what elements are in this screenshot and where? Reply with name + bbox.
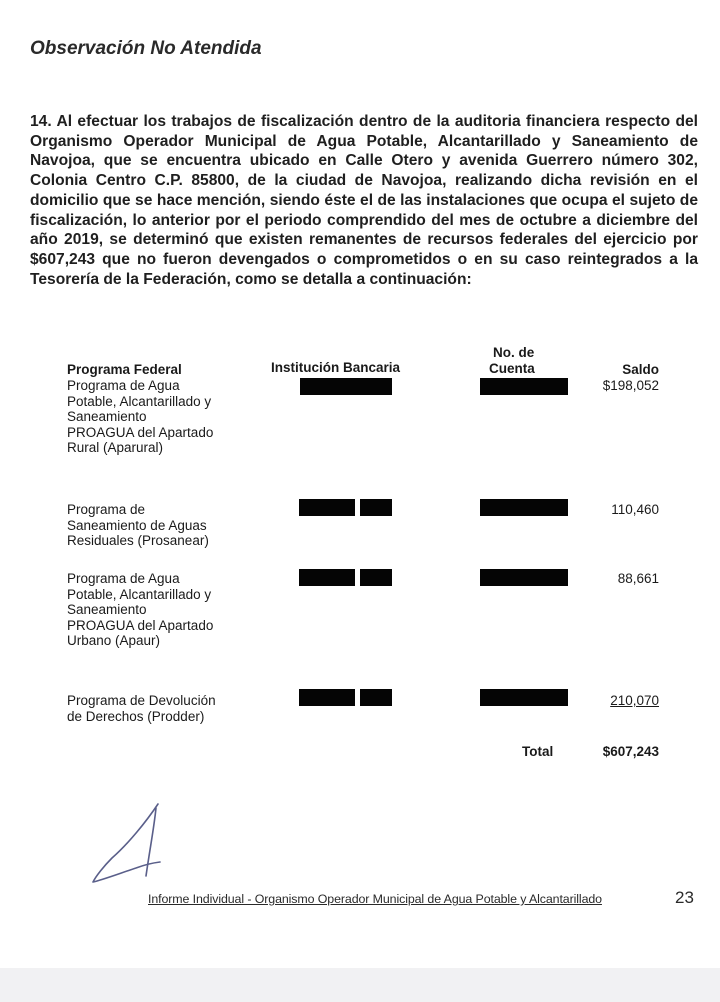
redacted-account-number (480, 569, 568, 586)
redacted-account-number (480, 499, 568, 516)
redacted-account-number (480, 689, 568, 706)
table-row-saldo: 110,460 (611, 502, 659, 517)
table-row-saldo: $198,052 (602, 378, 659, 393)
signature-icon (88, 800, 168, 886)
redacted-bank-institution (360, 499, 392, 516)
redacted-bank-institution (299, 569, 355, 586)
header-saldo: Saldo (622, 362, 659, 377)
header-institucion-bancaria: Institución Bancaria (271, 360, 401, 375)
redacted-bank-institution (360, 569, 392, 586)
header-cuenta: Cuenta (489, 361, 535, 376)
section-heading: Observación No Atendida (30, 38, 262, 59)
table-row-saldo: 210,070 (610, 693, 659, 708)
table-row-programa: Programa de Agua Potable, Alcantarillado y Saneamiento PROAGUA del Apartado Urbano (Apaur) (67, 571, 214, 649)
header-programa-federal: Programa Federal (67, 362, 182, 377)
redacted-bank-institution (299, 499, 355, 516)
table-row-saldo: 88,661 (617, 571, 659, 586)
header-no-de: No. de (493, 345, 535, 360)
footer-report-title: Informe Individual - Organismo Operador Municipal de Agua Potable y Alcantarillado (148, 892, 602, 906)
redacted-bank-institution (360, 689, 392, 706)
viewer-bottom-strip (0, 968, 720, 1002)
table-row-programa: Programa de Devolución de Derechos (Prodder) (67, 693, 216, 724)
redacted-bank-institution (299, 689, 355, 706)
redacted-bank-institution (300, 378, 392, 395)
total-value: $607,243 (602, 744, 659, 759)
total-label: Total (522, 744, 554, 759)
page-number: 23 (675, 888, 694, 907)
redacted-account-number (480, 378, 568, 395)
observation-paragraph: 14. Al efectuar los trabajos de fiscalización dentro de la auditoria financiera respecto del Organismo Operador Municipal de Agua Potable, Alcantarillado y Saneamiento de Navojoa, que se encuentra ubicado en Calle Otero y avenida Guerrero número 302, Colonia Centro C.P. 85800, de la ciudad de Navojoa, realizando dicha revisión en el domicilio que se hace mención, siendo éste el de las instalaciones que ocupa el sujeto de fiscalización, lo anterior por el periodo comprendido del mes de octubre a diciembre del año 2019, se determinó que existen remanentes de recursos federales del ejercicio por $607,243 que no fueron devengados o comprometidos o en su caso reintegrados a la Tesorería de la Federación, como se detalla a continuación: (30, 113, 698, 288)
table-row-programa: Programa de Agua Potable, Alcantarillado y Saneamiento PROAGUA del Apartado Rural (Aparural) (67, 378, 214, 456)
table-row-programa: Programa de Saneamiento de Aguas Residuales (Prosanear) (67, 502, 209, 549)
